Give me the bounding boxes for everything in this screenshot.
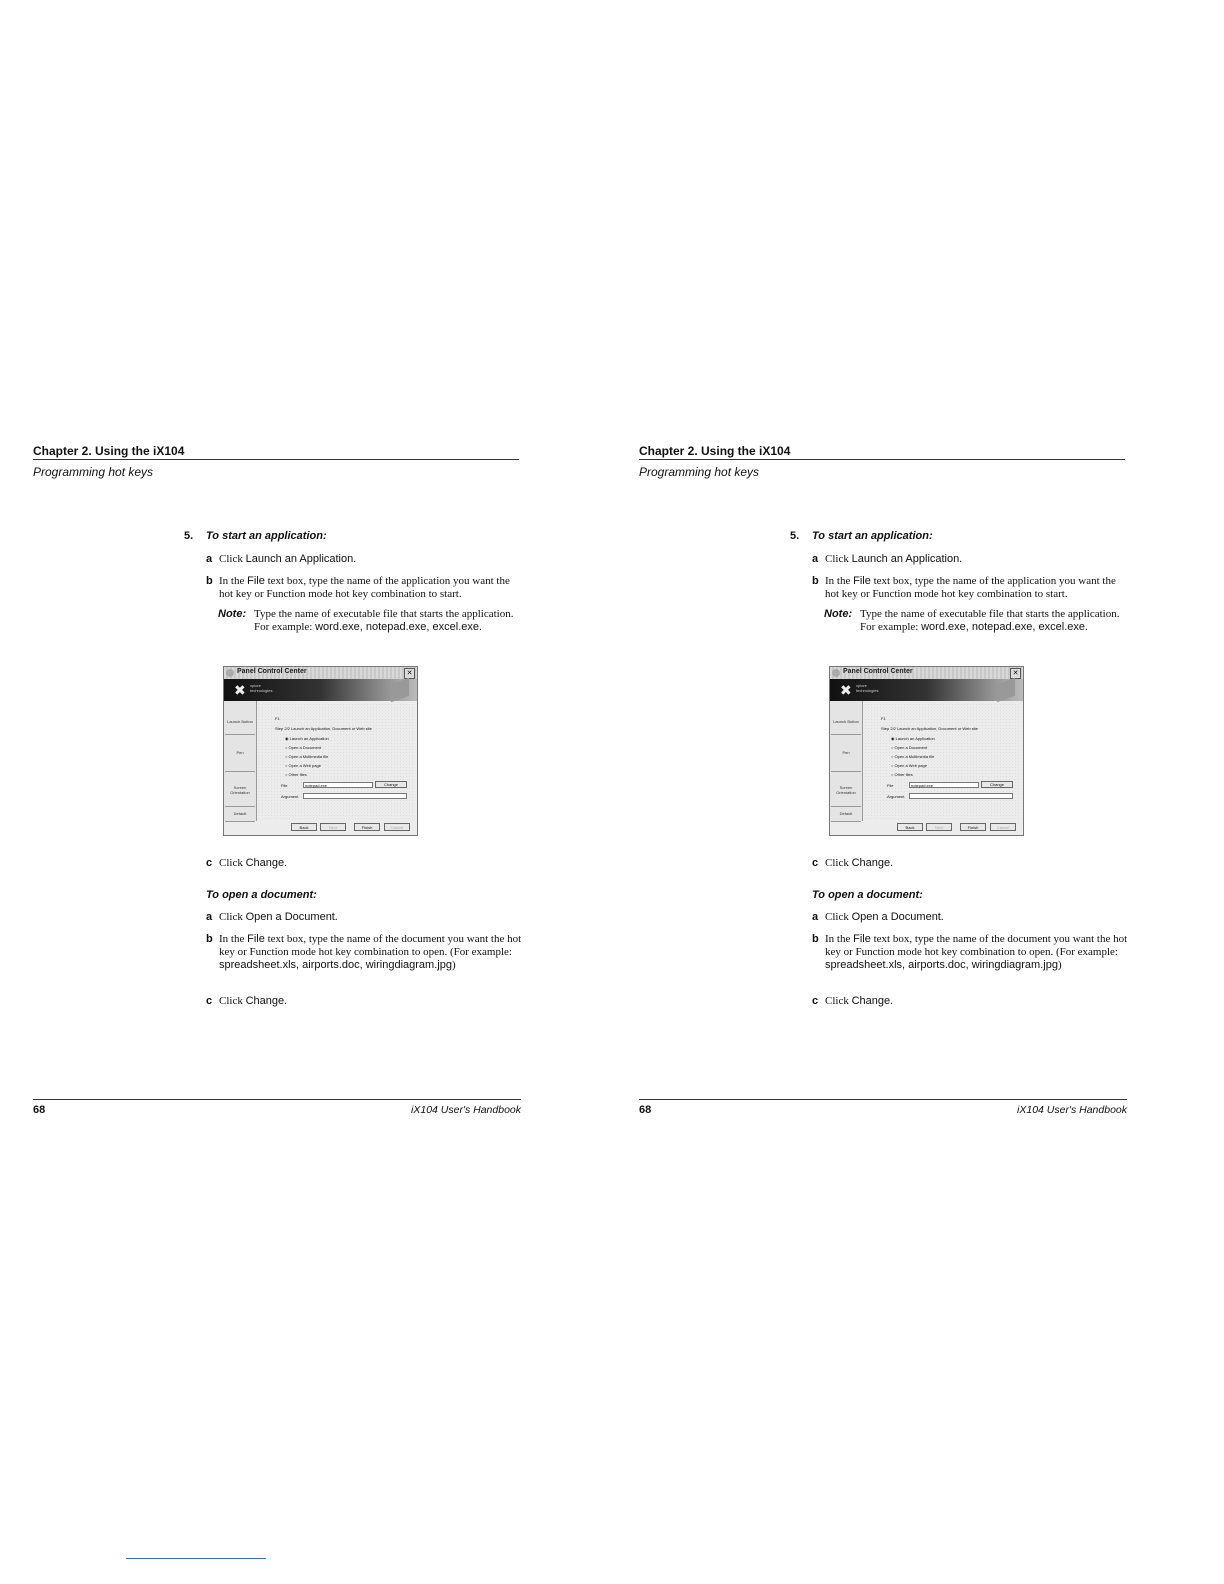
header-rule [639, 459, 1125, 460]
file-label: File [887, 783, 894, 788]
ui-term: File [853, 575, 871, 587]
item-text: Click Change. [219, 857, 287, 869]
brand-text: xplore technologies [856, 683, 879, 693]
sidebar-item-screen-orientation[interactable]: Screen Orientation [225, 771, 255, 807]
doc-title: To open a document: [812, 889, 923, 901]
doc-examples: spreadsheet.xls, airports.doc, wiringdiagram.jpg [219, 959, 452, 971]
step-number: 5. [790, 530, 800, 542]
item-letter: a [206, 553, 213, 565]
item-text: In the File text box, type the name of the document you want the hot key or Function mode hot key combination to open. (For example: spreadsheet.xls, airports.doc, wiringdiagram.jpg) [219, 933, 522, 971]
panel-control-center-dialog [223, 666, 418, 836]
sidebar-item-default[interactable]: Default [225, 807, 255, 822]
section-title: Programming hot keys [639, 465, 760, 479]
radio-launch-application[interactable]: ◉ Launch an Application [891, 736, 935, 741]
item-letter: b [812, 575, 819, 587]
cancel-button[interactable]: Cancel [384, 823, 410, 831]
dialog-title: Panel Control Center [237, 668, 307, 675]
radio-open-multimedia[interactable]: ○ Open a Multimedia file [285, 754, 329, 759]
radio-other-files[interactable]: ○ Other files [285, 772, 307, 777]
argument-input[interactable] [909, 793, 1013, 799]
footer-rule [33, 1099, 521, 1100]
change-button[interactable]: Change [981, 781, 1013, 788]
radio-open-document[interactable]: ○ Open a Document [891, 745, 928, 750]
dialog-sidebar [830, 701, 863, 821]
panel-control-center-dialog [829, 666, 1024, 836]
hotkey-label: F1 [881, 716, 886, 721]
radio-open-web-page[interactable]: ○ Open a Web page [285, 763, 321, 768]
brand-text: xplore technologies [250, 683, 273, 693]
dialog-titlebar [830, 667, 1023, 679]
step-title: To start an application: [206, 530, 327, 542]
item-text: In the File text box, type the name of the document you want the hot key or Function mode hot key combination to open. (For example: spreadsheet.xls, airports.doc, wiringdiagram.jpg) [825, 933, 1128, 971]
item-text: Click Launch an Application. [825, 553, 962, 565]
radio-launch-application[interactable]: ◉ Launch an Application [285, 736, 329, 741]
cube-graphic-icon [997, 678, 1015, 703]
xplore-logo-icon: ✖ [234, 682, 246, 698]
item-letter: c [206, 857, 213, 869]
note-label: Note: [824, 608, 853, 620]
argument-label: Argument [281, 794, 299, 799]
ui-term: Change [245, 995, 285, 1007]
dialog-content [864, 703, 1020, 821]
chapter-title: Chapter 2. Using the iX104 [639, 444, 791, 458]
page-right [606, 0, 1218, 1584]
footer-rule [639, 1099, 1127, 1100]
chapter-title: Chapter 2. Using the iX104 [33, 444, 185, 458]
sidebar-item-screen-orientation[interactable]: Screen Orientation [831, 771, 861, 807]
blue-underline [126, 1558, 266, 1559]
next-button[interactable]: Next [320, 823, 346, 831]
item-letter: b [206, 933, 213, 945]
finish-button[interactable]: Finish [960, 823, 986, 831]
cancel-button[interactable]: Cancel [990, 823, 1016, 831]
close-icon[interactable]: ✕ [1010, 668, 1021, 679]
ui-term: File [853, 933, 871, 945]
note-label: Note: [218, 608, 247, 620]
dialog-title: Panel Control Center [843, 668, 913, 675]
header-rule [33, 459, 519, 460]
item-text: Click Open a Document. [219, 911, 338, 923]
radio-other-files[interactable]: ○ Other files [891, 772, 913, 777]
item-text: In the File text box, type the name of the application you want the hot key or Function mode hot key combination to start. [825, 575, 1116, 600]
file-label: File [281, 783, 288, 788]
item-letter: b [206, 575, 213, 587]
sidebar-item-launch-button[interactable]: Launch Button [225, 711, 255, 735]
item-text: Click Change. [825, 857, 893, 869]
file-input[interactable]: notepad.exe [303, 782, 373, 788]
item-letter: a [812, 911, 819, 923]
book-title: iX104 User's Handbook [1017, 1104, 1127, 1116]
item-letter: c [812, 995, 819, 1007]
ui-term: File [247, 575, 265, 587]
argument-input[interactable] [303, 793, 407, 799]
step-title: To start an application: [812, 530, 933, 542]
sidebar-item-pen[interactable]: Pen [225, 735, 255, 772]
dialog-banner [830, 679, 1023, 701]
close-icon[interactable]: ✕ [404, 668, 415, 679]
step-indicator: Step 2/2 Launch an Application, Document or Web site [881, 726, 978, 731]
ui-term: Change [851, 857, 891, 869]
note-examples: word.exe, notepad.exe, excel.exe [315, 621, 479, 633]
item-text: Click Change. [219, 995, 287, 1007]
app-icon [226, 669, 234, 677]
item-letter: c [812, 857, 819, 869]
book-title: iX104 User's Handbook [411, 1104, 521, 1116]
sidebar-item-launch-button[interactable]: Launch Button [831, 711, 861, 735]
item-letter: a [206, 911, 213, 923]
back-button[interactable]: Back [897, 823, 923, 831]
item-letter: c [206, 995, 213, 1007]
finish-button[interactable]: Finish [354, 823, 380, 831]
cube-graphic-icon [391, 678, 409, 703]
page-number: 68 [639, 1104, 652, 1116]
xplore-logo-icon: ✖ [840, 682, 852, 698]
step-indicator: Step 2/2 Launch an Application, Document or Web site [275, 726, 372, 731]
item-letter: b [812, 933, 819, 945]
hotkey-label: F1 [275, 716, 280, 721]
ui-term: Launch an Application [851, 553, 960, 565]
ui-term: Change [245, 857, 285, 869]
step-number: 5. [184, 530, 194, 542]
back-button[interactable]: Back [291, 823, 317, 831]
item-text: Click Open a Document. [825, 911, 944, 923]
ui-term: Open a Document [245, 911, 335, 923]
next-button[interactable]: Next [926, 823, 952, 831]
note-text: Type the name of executable file that starts the application. For example: word.exe, notepad.exe, excel.exe. [254, 608, 514, 633]
sidebar-item-pen[interactable]: Pen [831, 735, 861, 772]
note-text: Type the name of executable file that starts the application. For example: word.exe, notepad.exe, excel.exe. [860, 608, 1120, 633]
sidebar-item-default[interactable]: Default [831, 807, 861, 822]
doc-examples: spreadsheet.xls, airports.doc, wiringdiagram.jpg [825, 959, 1058, 971]
section-title: Programming hot keys [33, 465, 154, 479]
change-button[interactable]: Change [375, 781, 407, 788]
radio-open-web-page[interactable]: ○ Open a Web page [891, 763, 927, 768]
item-letter: a [812, 553, 819, 565]
radio-open-document[interactable]: ○ Open a Document [285, 745, 322, 750]
ui-term: Open a Document [851, 911, 941, 923]
dialog-content [258, 703, 414, 821]
dialog-banner [224, 679, 417, 701]
ui-term: File [247, 933, 265, 945]
item-text: Click Change. [825, 995, 893, 1007]
ui-term: Launch an Application [245, 553, 354, 565]
item-text: In the File text box, type the name of the application you want the hot key or Function mode hot key combination to start. [219, 575, 510, 600]
item-text: Click Launch an Application. [219, 553, 356, 565]
file-input[interactable]: notepad.exe [909, 782, 979, 788]
argument-label: Argument [887, 794, 905, 799]
dialog-titlebar [224, 667, 417, 679]
ui-term: Change [851, 995, 891, 1007]
radio-open-multimedia[interactable]: ○ Open a Multimedia file [891, 754, 935, 759]
dialog-sidebar [224, 701, 257, 821]
note-examples: word.exe, notepad.exe, excel.exe [921, 621, 1085, 633]
doc-title: To open a document: [206, 889, 317, 901]
page-number: 68 [33, 1104, 46, 1116]
app-icon [832, 669, 840, 677]
